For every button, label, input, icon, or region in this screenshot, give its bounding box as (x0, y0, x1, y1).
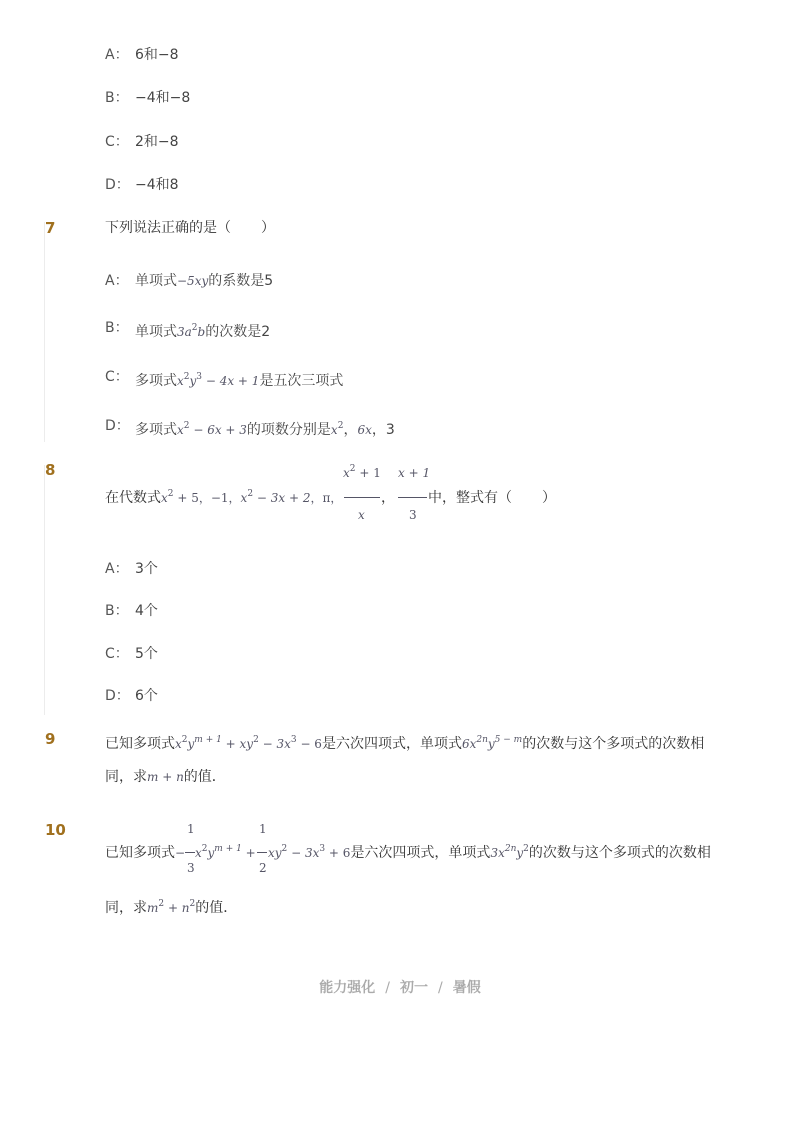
math-expression: 6x (357, 423, 372, 437)
math-expression: b (197, 325, 206, 339)
math-expression: x (240, 491, 248, 505)
option-text: 4个 (135, 603, 158, 619)
exponent: 3 (319, 844, 326, 854)
math-expression: x (161, 491, 168, 505)
math-expression: ，π， (310, 491, 343, 505)
option-text: 2和−8 (135, 134, 179, 150)
exponent: 2 (181, 735, 188, 745)
math-expression: ，−1， (198, 491, 241, 505)
fraction-2-denominator: 3 (409, 508, 417, 522)
math-expression: xy (268, 846, 282, 860)
option-letter: B： (105, 90, 129, 106)
option-text: 多项式 (135, 422, 177, 438)
exponent: 2 (281, 844, 288, 854)
page-footer (0, 977, 800, 997)
math-expression: − 3x (287, 846, 320, 860)
math-expression: + n (164, 901, 190, 915)
question-9-stem-line2 (105, 767, 226, 787)
question-number-10: 10 (45, 821, 66, 839)
q10-fraction-1-bar (185, 852, 195, 853)
exponent: 2 (201, 844, 208, 854)
option-text: 单项式 (135, 273, 177, 289)
q10-fraction-2-bar (257, 852, 267, 853)
question-number-9: 9 (45, 730, 56, 748)
option-text: ， (343, 422, 358, 438)
fraction-1-denominator: x (358, 508, 365, 522)
math-expression: x (195, 846, 202, 860)
exponent: 2n (476, 735, 488, 745)
option-letter: A： (105, 273, 129, 289)
math-expression: − 6x + 3 (189, 423, 247, 437)
math-expression: + 1 (355, 466, 381, 480)
exponent: 3 (290, 735, 297, 745)
exponent: 2 (523, 844, 529, 854)
option-text: 6和−8 (135, 47, 179, 63)
math-expression: y (516, 846, 524, 860)
exponent: 5 − m (494, 735, 523, 745)
stem-text: 是六次四项式，单项式 (321, 736, 462, 752)
stem-text: ） (261, 220, 275, 236)
question-8-guide-line (44, 465, 45, 715)
option-text: 6个 (135, 688, 158, 704)
option-letter: C： (105, 646, 129, 662)
math-expression: −5xy (177, 274, 209, 288)
fraction-1-bar (344, 497, 380, 498)
q7-option-b[interactable] (105, 318, 270, 342)
math-expression: + (241, 846, 256, 860)
q10-fraction-2-denominator: 2 (259, 861, 267, 875)
stem-text: 同，求 (105, 769, 147, 785)
math-expression: y (207, 846, 215, 860)
math-expression: x (177, 423, 184, 437)
q6-option-c[interactable] (105, 132, 179, 152)
exponent: 2 (189, 899, 196, 909)
option-letter: D： (105, 177, 130, 193)
option-text: 多项式 (135, 373, 177, 389)
q10-fraction-1-denominator: 3 (187, 861, 195, 875)
math-expression: + 5 (173, 491, 199, 505)
math-expression: − 3x + 2 (253, 491, 311, 505)
q8-option-d[interactable] (105, 686, 158, 706)
question-7-stem (105, 218, 275, 238)
exponent: 2 (158, 899, 165, 909)
fraction-2-numerator: x + 1 (398, 466, 431, 480)
footer-separator: / (385, 980, 390, 996)
footer-part-1: 能力强化 (319, 980, 376, 996)
math-expression: x (175, 737, 182, 751)
math-expression: − (175, 846, 186, 860)
math-expression: x (177, 374, 184, 388)
exponent: 2n (504, 844, 517, 854)
stem-text: 的值． (183, 769, 226, 785)
option-text: −4和8 (135, 177, 179, 193)
question-number-7: 7 (45, 219, 56, 237)
q7-option-d[interactable] (105, 416, 395, 440)
exponent: m + 1 (214, 844, 242, 854)
math-expression: x (343, 466, 350, 480)
stem-text: 同，求 (105, 900, 147, 916)
math-expression: − 4x + 1 (202, 374, 260, 388)
exponent: 2 (253, 735, 259, 745)
option-text: 单项式 (135, 324, 177, 340)
option-letter: A： (105, 47, 129, 63)
q6-option-d[interactable] (105, 175, 179, 195)
q7-option-c[interactable] (105, 367, 343, 391)
q6-option-a[interactable] (105, 45, 179, 65)
option-letter: C： (105, 134, 129, 150)
footer-separator: / (438, 980, 443, 996)
footer-part-3: 暑假 (452, 980, 481, 996)
question-10-stem-line1 (268, 843, 711, 863)
option-text: 的系数是5 (208, 273, 274, 289)
stem-text: 中，整式有（ (428, 490, 512, 506)
option-letter: A： (105, 561, 129, 577)
math-expression: + xy (221, 737, 254, 751)
fraction-1-numerator (343, 466, 381, 480)
q10-fraction-2-numerator: 1 (259, 822, 267, 836)
option-text: 5个 (135, 646, 158, 662)
option-letter: C： (105, 369, 129, 385)
exponent: 2 (183, 372, 190, 382)
option-text: 的次数是2 (205, 324, 271, 340)
question-10-stem-line2 (105, 898, 237, 918)
exponent: 2 (349, 464, 356, 474)
exponent: 2 (337, 421, 344, 431)
option-letter: D： (105, 688, 130, 704)
question-10-middle (195, 843, 256, 863)
option-text: 的项数分别是 (246, 422, 331, 438)
exponent: 2 (191, 323, 198, 333)
math-expression: x (330, 423, 338, 437)
math-expression: y (189, 374, 197, 388)
math-expression: + 6 (325, 846, 351, 860)
math-expression: y (187, 737, 195, 751)
stem-text: ） (542, 490, 556, 506)
question-7-guide-line (44, 222, 45, 442)
option-text: 3个 (135, 561, 158, 577)
stem-text: 是六次四项式，单项式 (350, 845, 491, 861)
option-letter: B： (105, 320, 129, 336)
math-expression: y (487, 737, 495, 751)
option-letter: B： (105, 603, 129, 619)
question-number-8: 8 (45, 461, 56, 479)
math-expression: m + n (147, 770, 184, 784)
question-9-stem-line1 (105, 734, 704, 754)
math-expression: 6x (461, 737, 477, 751)
q8-option-c[interactable] (105, 644, 158, 664)
math-expression: m (147, 901, 159, 915)
math-expression: − 6 (296, 737, 322, 751)
footer-part-2: 初一 (400, 980, 428, 996)
stem-text: 在代数式 (105, 490, 161, 506)
fraction-2-bar (398, 497, 427, 498)
option-letter: D： (105, 418, 130, 434)
stem-text: 下列说法正确的是（ (105, 220, 231, 236)
option-text: ，3 (371, 422, 395, 438)
exponent: 2 (183, 421, 190, 431)
comma: ， (381, 490, 395, 506)
question-8-stem-lead (105, 488, 342, 508)
stem-text: 已知多项式 (105, 736, 175, 752)
stem-text: 的次数与这个多项式的次数相 (528, 845, 711, 861)
stem-text: 的次数与这个多项式的次数相 (522, 736, 705, 752)
stem-text: 已知多项式 (105, 845, 175, 861)
exponent: m + 1 (194, 735, 222, 745)
q8-option-a[interactable] (105, 559, 158, 579)
q10-fraction-1-numerator: 1 (187, 822, 195, 836)
option-text: −4和−8 (135, 90, 191, 106)
math-expression: − 3x (258, 737, 291, 751)
q7-option-a[interactable] (105, 271, 273, 291)
exponent: 2 (247, 489, 254, 499)
math-expression: 3a (177, 325, 192, 339)
q8-option-b[interactable] (105, 601, 158, 621)
question-8-stem-tail (428, 488, 556, 508)
exponent: 2 (167, 489, 174, 499)
stem-text: 的值． (195, 900, 238, 916)
math-expression: 3x (490, 846, 505, 860)
option-text: 是五次三项式 (259, 373, 344, 389)
q6-option-b[interactable] (105, 88, 190, 108)
question-10-lead (105, 843, 185, 863)
exponent: 3 (196, 372, 203, 382)
